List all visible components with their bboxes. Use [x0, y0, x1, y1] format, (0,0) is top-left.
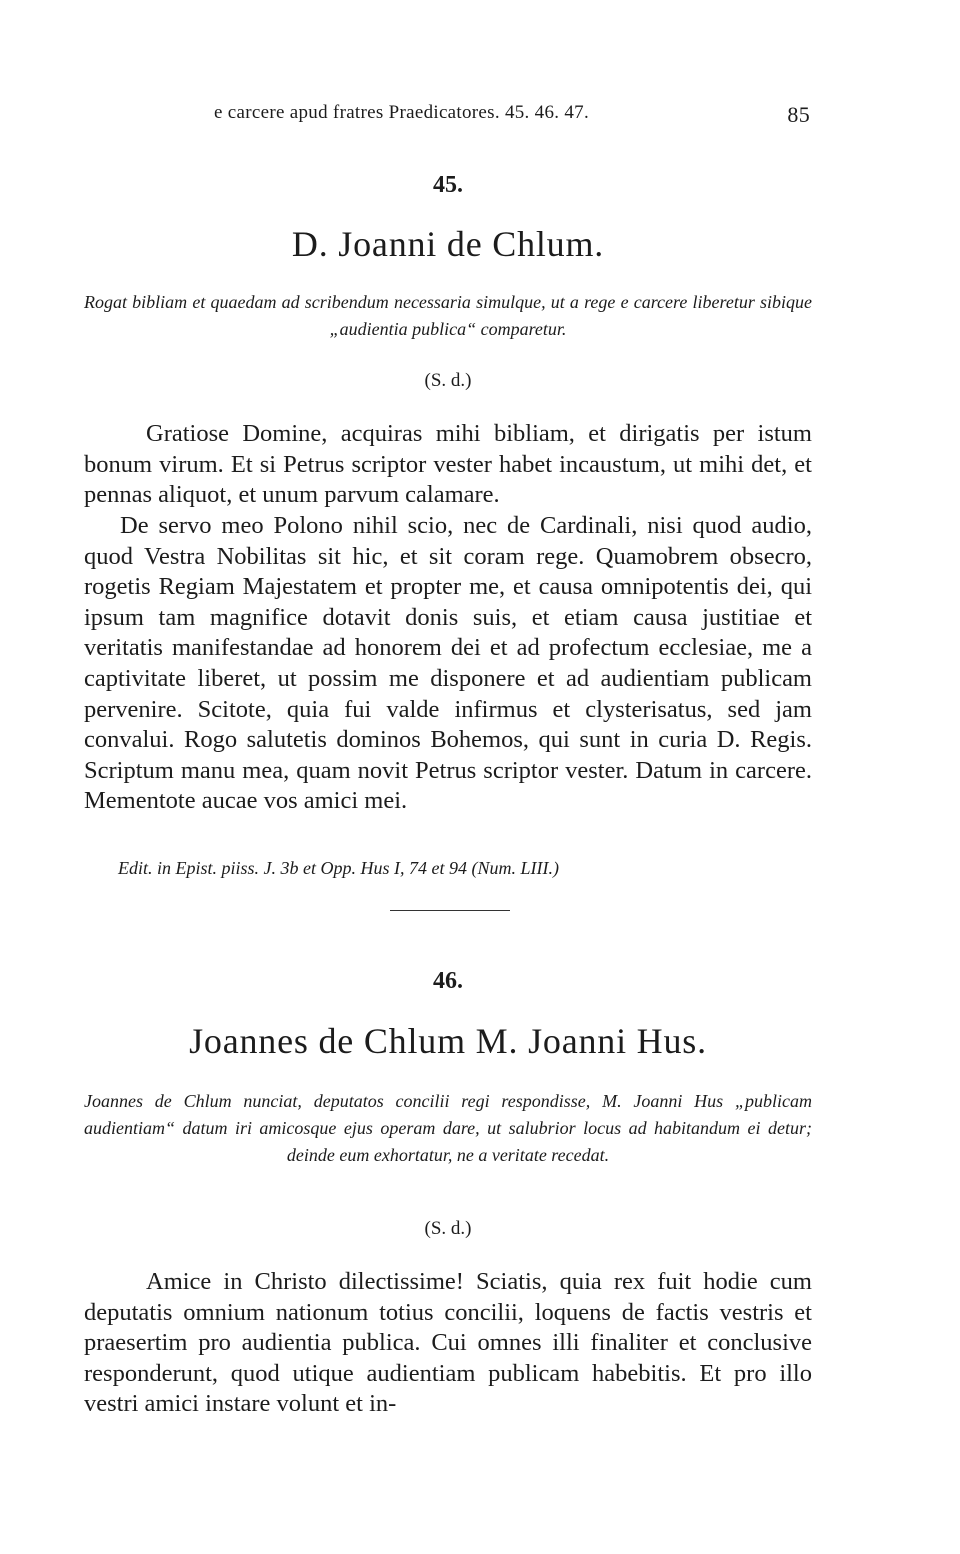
book-page — [84, 0, 812, 1554]
running-head-title: e carcere apud fratres Praedicatores. 45. 46. 47. — [214, 102, 589, 123]
page-number: 85 — [787, 102, 810, 127]
letter-46-number: 46. — [433, 968, 463, 994]
section-divider — [390, 910, 510, 911]
letter-45-edition-note: Edit. in Epist. piiss. J. 3b et Opp. Hus I, 74 et 94 (Num. LIII.) — [118, 858, 559, 878]
letter-46-heading: Joannes de Chlum M. Joanni Hus. — [189, 1021, 707, 1061]
letter-45-heading: D. Joanni de Chlum. — [291, 224, 605, 264]
running-head — [84, 102, 812, 132]
letter-45-date: (S. d.) — [424, 370, 472, 391]
letter-46-paragraph: Amice in Christo dilectissime! Sciatis, quia rex fuit hodie cum deputatis omnium nationum totius concilii, loquens de factis vestris et praesertim pro audientia publica. Cui omnes illi finaliter et conclusive responderunt, quod utique audientiam publicam habebitis. Et pro illo vestri amici instare volunt et in- — [84, 1268, 812, 1418]
letter-45-paragraph-2: De servo meo Polono nihil scio, nec de Cardinali, nisi quod audio, quod Vestra Nobilitas sit hic, et sit coram rege. Quamobrem obsecro, rogetis Regiam Majestatem et propter me, et causa omnipotentis dei, qui ipsum tam magnifice dotavit donis suis, et etiam causa justitiae et veritatis manifestandae ad honorem dei et ad profectum ecclesiae, me a captivitate liberet, ut possim me disponere et ad audientiam publicam pervenire. Scitote, quia fui valde infirmus et clysterisatus, sed jam convalui. Rogo salutetis dominos Bohemos, qui sunt in curia D. Regis. Scriptum manu mea, quam novit Petrus scriptor vester. Datum in carcere. Mementote aucae vos amici mei. — [84, 512, 812, 815]
letter-45-number: 45. — [433, 172, 463, 198]
letter-45-paragraph-1: Gratiose Domine, acquiras mihi bibliam, et dirigatis per istum bonum virum. Et si Petrus scriptor vester habet incaustum, ut mihi det, et pennas aliquot, et unum parvum calamare. — [84, 420, 812, 509]
letter-46-date: (S. d.) — [424, 1218, 472, 1239]
letter-45-summary: Rogat bibliam et quaedam ad scribendum necessaria simulque, ut a rege e carcere liberetur sibique „audientia publica“ comparetur. — [84, 292, 812, 339]
letter-46-summary: Joannes de Chlum nunciat, deputatos concilii regi respondisse, M. Joanni Hus „publicam audientiam“ datum iri amicosque ejus operam dare, ut salubrior locus ad habitandum ei detur; deinde eum exhortatur, ne a veritate recedat. — [84, 1091, 812, 1165]
